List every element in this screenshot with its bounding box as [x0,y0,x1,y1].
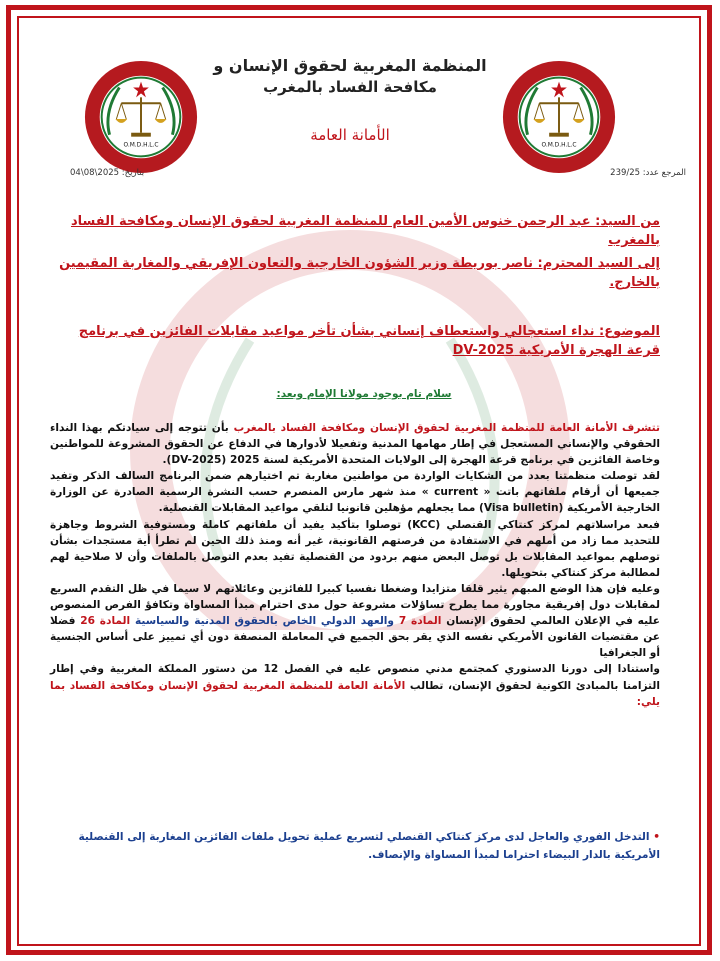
paragraph-complaints: لقد توصلت منظمتنا بعدد من الشكايات الواردة من مواطنين مغاربة تم اختيارهم ضمن البرنامج السالف الذكر وتفيد جميعها أن أرقام ملفاتهم باتت « current » منذ شهر مارس المنصرم حسب النشرة الرسمية الصادرة عن الوزارة الخارجية الأمريكية (Visa bulletin) مما يجعلهم مؤهلين قانونيا لتلقي مواعيد المقابلات القنصلية. [50,470,661,515]
organization-logo-right [500,58,618,176]
concern-text-a: وعليه فإن هذا الوضع المبهم يثير قلقا متزايدا وضغطا نفسيا كبيرا للفائزين وعائلاتهم لا سيما في ظل التقدم السريع لمقابلات دول إفريقية مجاورة مما يطرح تساؤلات مشروعة حول مدى احترام مبدأ المساواة وتكافؤ الفرص المنصوص عليه في الإعلان العالمي لحقوق الإنسان [50,582,660,628]
demand-org: الأمانة العامة للمنظمة المغربية لحقوق الإنسان ومكافحة الفساد بما يلي: [50,679,660,708]
svg-text:O.M.D.H.L.C: O.M.D.H.L.C [123,142,159,149]
organization-name-line1: المنظمة المغربية لحقوق الإنسان و [213,56,487,75]
secretariat-label: الأمانة العامة [310,126,390,144]
paragraph-kcc: فبعد مراسلاتهم لمركز كنتاكي القنصلي (KCC) توصلوا بتأكيد يفيد أن ملفاتهم كاملة ومستوفية الشروط وجاهزة للتحديد مما زاد من أملهم في الاستفادة من فرصتهم القانونية، غير أنه ومنذ ذلك الحين لم تطرأ أية مستجدات بشأن توصلهم بمواعيد المقابلات بل توصل البعض منهم بردود من القنصلية تفيد بعدم التوصل بالملفات وأن لا صلاحية لهم لمطالبة مركز كنتاكي بتحويلها. [50,518,660,579]
request-list [52,828,660,864]
udhr-article: المادة 7 [398,615,442,628]
organization-name-line2: مكافحة الفساد بالمغرب [263,78,437,96]
svg-text:O.M.D.H.L.C: O.M.D.H.L.C [541,142,577,149]
concern-text-c: فضلا عن مقتضيات القانون الأمريكي نفسه الذي يقر بحق الجميع في المعاملة المنصفة دون أي تمييز على أساس الجنسية أو الجغرافيا [50,615,660,660]
letter-date: بتاريخ: 2025\08\04 [70,168,145,178]
paragraph-concern [50,581,660,661]
letter-body [50,420,660,710]
intro-text: بأن تتوجه إلى سيادتكم بهذا النداء الحقوقي والإنساني المستعجل في إطار مهامها المدنية وتفعيلا لأدوارها في الدفاع عن الحقوق المشروعة للمواطنين وخاصة الفائزين في برنامج قرعة الهجرة إلى الولايات المتحدة الأمريكية لسنة 2025 (DV-2025). [50,422,660,467]
sender-line [58,212,660,250]
request-item [52,828,660,864]
iccpr-article: المادة 26 [80,615,135,628]
recipient-line [58,254,660,292]
paragraph-demand [50,661,660,709]
subject-line [58,322,660,360]
organization-logo-left [82,58,200,176]
demand-text: واستنادا إلى دورنا الدستوري كمجتمع مدني منصوص عليه في الفصل 12 من دستور المملكة المغربية وفي إطار التزامنا بالمبادئ الكونية لحقوق الإنسان، تطالب [50,663,661,692]
subject-text: الموضوع: نداء استعجالي واستعطاف إنساني بشأن تأخر مواعيد مقابلات الفائزين في برنامج قرعة الهجرة الأمريكية DV-2025 [78,324,660,358]
sender-text: من السيد: عبد الرحمن خنوس الأمين العام للمنظمة المغربية لحقوق الإنسان ومكافحة الفساد بالمغرب [70,214,660,248]
request-text: التدخل الفوري والعاجل لدى مركز كنتاكي القنصلي لتسريع عملية تحويل ملفات الفائزين المغاربة إلى القنصلية الأمريكية بالدار البيضاء احتراما لمبدأ المساواة والإنصاف. [78,831,660,861]
bullet-icon: • [649,831,660,843]
intro-org-name: تتشرف الأمانة العامة للمنظمة المغربية لحقوق الإنسان ومكافحة الفساد بالمغرب [233,422,660,434]
greeting: سلام تام بوجود مولانا الإمام وبعد: [276,388,452,400]
iccpr-name: والعهد الدولي الخاص بالحقوق المدنية والسياسية [134,615,395,628]
recipient-text: إلى السيد المحترم: ناصر بوريطة وزير الشؤون الخارجية والتعاون الإفريقي والمغاربة المقيمين بالخارج. [59,256,660,290]
paragraph-intro [50,420,660,468]
reference-number: المرجع عدد: 239/25 [610,168,686,178]
organization-name [205,56,495,98]
